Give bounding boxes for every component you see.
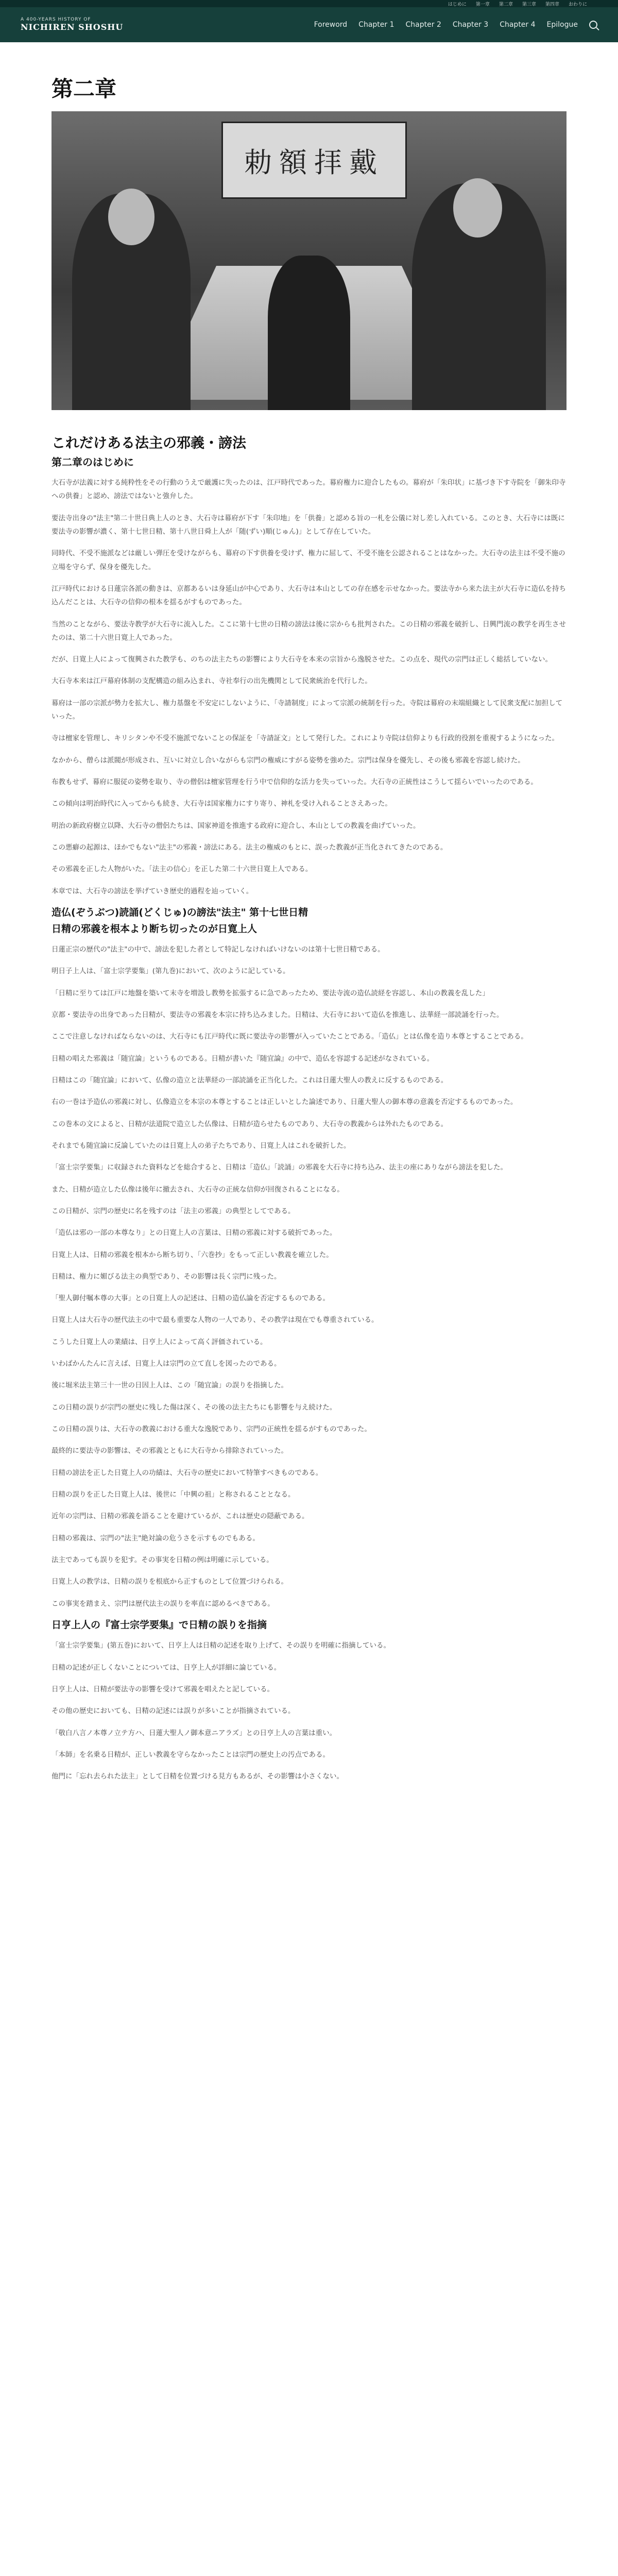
top-link-owarini[interactable]: おわりに — [568, 2, 587, 7]
paragraph: この日精の誤りが宗門の歴史に残した傷は深く、その後の法主たちにも影響を与え続けた。 — [52, 1403, 337, 1412]
paragraph: 「本師」を名乗る日精が、正しい教義を守らなかったことは宗門の歴史上の汚点である。 — [52, 1751, 330, 1759]
paragraph: だが、日寛上人によって復興された教学も、のちの法主たちの影響により大石寺を本来の宗旨から逸脱させた。この点を、現代の宗門は正しく総括していない。 — [52, 655, 552, 664]
paragraph: 日寛上人は大石寺の歴代法主の中で最も重要な人物の一人であり、その教学は現在でも尊重されている。 — [52, 1316, 379, 1325]
paragraph: 「造仏は邪の一部の本尊なり」との日寛上人の言葉は、日精の邪義に対する破折であった。 — [52, 1229, 337, 1238]
paragraph: こうした日寛上人の業績は、日亨上人によって高く評価されている。 — [52, 1337, 267, 1346]
paragraph: 寺は檀家を管理し、キリシタンや不受不施派でないことの保証を「寺請証文」として発行した。これにより寺院は信仰よりも行政的役割を重視するようになった。 — [52, 734, 559, 743]
paragraph: この日精が、宗門の歴史に名を残すのは「法主の邪義」の典型としてである。 — [52, 1207, 295, 1215]
paragraph: 大石寺が法義に対する純粋性をその行動のうえで厳護に失ったのは、江戸時代であった。幕府権力に迎合したもの。幕府が「朱印状」に基づき下す寺院を「御朱印寺への供養」と認め、謗法ではないと強弁した。 — [52, 479, 566, 501]
paragraph: 日寛上人の教学は、日精の誤りを根底から正すものとして位置づけられる。 — [52, 1578, 288, 1586]
nav-chapter-2[interactable]: Chapter 2 — [405, 21, 441, 29]
chapter-title: 第二章 — [52, 76, 117, 101]
paragraph: 布教もせず、幕府に服従の姿勢を取り、寺の僧侶は檀家管理を行う中で信仰的な活力を失っていった。大石寺の正統性はこうして揺らいでいったのである。 — [52, 778, 538, 786]
paragraph: 日寛上人は、日精の邪義を根本から断ち切り、「六巻抄」をもって正しい教義を確立した。 — [52, 1250, 333, 1259]
logo-line-2: NICHIREN SHOSHU — [21, 22, 124, 32]
utility-bar — [0, 0, 618, 7]
paragraph: 本章では、大石寺の謗法を挙げていき歴史的過程を辿っていく。 — [52, 887, 253, 895]
paragraph: 近年の宗門は、日精の邪義を語ることを避けているが、これは歴史の隠蔽である。 — [52, 1512, 309, 1521]
top-link-chapter-3[interactable]: 第三章 — [522, 2, 536, 7]
nav-epilogue[interactable]: Epilogue — [546, 21, 578, 29]
paragraph: 江戸時代における日蓮宗各派の動きは、京都あるいは身延山が中心であり、大石寺は本山としての存在感を示せなかった。要法寺から来た法主が大石寺に造仏を持ち込んだことは、大石寺の信仰の根本を揺るがすものであった。 — [52, 584, 566, 607]
paragraph: 明治の新政府樹立以降、大石寺の僧侶たちは、国家神道を推進する政府に迎合し、本山としての教義を曲げていった。 — [52, 821, 420, 830]
top-link-chapter-1[interactable]: 第一章 — [475, 2, 490, 7]
paragraph: この日精の誤りは、大石寺の教義における重大な逸脱であり、宗門の正統性を揺るがすものであった。 — [52, 1425, 371, 1434]
historical-photo — [52, 111, 566, 410]
section-heading-intro: 第二章のはじめに — [52, 456, 134, 468]
article — [52, 42, 566, 1784]
paragraph: それまでも随宜論に反論していたのは日寛上人の弟子たちであり、日寛上人はこれを破折した。 — [52, 1141, 351, 1150]
paragraph: なかから、僧らは派閥が形成され、互いに対立し合いながらも宗門の権威にすがる姿勢を強めた。宗門は保身を優先し、その後も邪義を容認し続けた。 — [52, 756, 525, 765]
paragraph: 京都・要法寺の出身であった日精が、要法寺の邪義を本宗に持ち込みました。日精は、大石寺において造仏を推進し、法華経一部読誦を行った。 — [52, 1011, 504, 1020]
site-header — [0, 7, 618, 42]
paragraph: 「日精に至りては江戸に地盤を築いて末寺を増設し教勢を拡張するに急であったため、要法寺流の造仏読経を容認し、本山の教義を乱した」 — [52, 989, 489, 997]
photo-banner-calligraphy: 勅額拝戴 — [221, 122, 407, 199]
paragraph: その他の歴史においても、日精の記述には誤りが多いことが指摘されている。 — [52, 1707, 295, 1716]
intro-paragraphs — [52, 476, 566, 898]
photo-face-left — [108, 189, 154, 245]
paragraph: その邪義を正した人物がいた。「法主の信心」を正した第二十六世日寛上人である。 — [52, 865, 313, 874]
photo-figure-center — [268, 256, 350, 410]
photo-face-right — [453, 178, 502, 238]
paragraph: 日精の唱えた邪義は「随宜論」というものである。日精が書いた『随宜論』の中で、造仏を容認する記述がなされている。 — [52, 1054, 434, 1063]
paragraph: 法主であっても誤りを犯す。その事実を日精の例は明確に示している。 — [52, 1555, 273, 1564]
nav-chapter-3[interactable]: Chapter 3 — [452, 21, 489, 29]
logo-line-1: A 400-YEARS HISTORY OF — [21, 17, 91, 23]
paragraph: 日蓮正宗の歴代の"法主"の中で、謗法を犯した者として特記しなければいけないのは第十七世日精である。 — [52, 945, 385, 954]
paragraph: 明日子上人は、「富士宗学要集」(第九巻)において、次のように記している。 — [52, 967, 290, 976]
paragraph: この巻本の文によると、日精が法道院で造立した仏像は、日精が造らせたものであり、大石寺の教義からは外れたものである。 — [52, 1120, 448, 1128]
paragraph: 後に堀米法主第三十一世の日因上人は、この「随宜論」の誤りを指摘した。 — [52, 1381, 288, 1390]
paragraph: 日亨上人は、日精が要法寺の影響を受けて邪義を唱えたと記している。 — [52, 1685, 274, 1694]
top-link-hajimeni[interactable]: はじめに — [448, 2, 467, 7]
paragraph: また、日精が造立した仏像は後年に撤去され、大石寺の正統な信仰が回復されることになる。 — [52, 1185, 344, 1194]
section-1-paragraphs — [52, 943, 566, 1611]
paragraph: 要法寺出身の"法主"第二十世日典上人のとき、大石寺は幕府が下す「朱印地」を「供養」と認める旨の一札を公儀に対し差し入れている。このとき、大石寺には既に要法寺の影響が濃く、第十七世日精、第十八世日舜上人が「随(ずい)順(じゅん)」として存在していた。 — [52, 514, 565, 536]
paragraph: 日精の記述が正しくないことについては、日亨上人が詳細に論じている。 — [52, 1663, 281, 1672]
paragraph: この傾向は明治時代に入ってからも続き、大石寺は国家権力にすり寄り、神札を受け入れることさえあった。 — [52, 800, 392, 808]
paragraph: 日精の謗法を正した日寛上人の功績は、大石寺の歴史において特筆すべきものである。 — [52, 1468, 323, 1477]
paragraph: 日精はこの「随宜論」において、仏像の造立と法華経の一部読誦を正当化した。これは日蓮大聖人の教えに反するものである。 — [52, 1076, 448, 1085]
paragraph: 当然のことながら、要法寺教学が大石寺に流入した。ここに第十七世の日精の謗法は後に宗からも批判された。この日精の邪義を破折し、日興門流の教学を再生させたのは、第二十六世日寛上人であった。 — [52, 620, 566, 642]
section-2-paragraphs — [52, 1639, 566, 1783]
paragraph: 右の一巻は予造仏の邪義に対し、仏像造立を本宗の本尊とすることは正しいとした論述であり、日蓮大聖人の御本尊の意義を否定するものであった。 — [52, 1098, 518, 1107]
paragraph: 日精の誤りを正した日寛上人は、後世に「中興の祖」と称されることとなる。 — [52, 1490, 295, 1499]
site-logo[interactable] — [21, 18, 123, 31]
paragraph: 幕府は一部の宗派が勢力を拡大し、権力基盤を不安定にしないように、「寺請制度」によって宗派の統制を行った。寺院は幕府の末端組織として民衆支配に加担していった。 — [52, 699, 563, 721]
top-link-chapter-2[interactable]: 第二章 — [499, 2, 513, 7]
section-1-title-b: 日精の邪義を根本より断ち切ったのが日寛上人 — [52, 923, 258, 935]
paragraph: この事実を踏まえ、宗門は歴代法主の誤りを率直に認めるべきである。 — [52, 1599, 274, 1608]
paragraph: 最終的に要法寺の影響は、その邪義とともに大石寺から排除されていった。 — [52, 1447, 288, 1455]
paragraph: ここで注意しなければならないのは、大石寺にも江戸時代に既に要法寺の影響が入っていたことである。「造仏」とは仏像を造り本尊とすることである。 — [52, 1032, 528, 1041]
paragraph: 「富士宗学要集」に収録された資料などを総合すると、日精は「造仏」「読誦」の邪義を大石寺に持ち込み、法主の座にありながら謗法を犯した。 — [52, 1163, 508, 1172]
paragraph: 日精の邪義は、宗門の"法主"絶対論の危うさを示すものでもある。 — [52, 1534, 260, 1543]
paragraph: 大石寺本来は江戸幕府体制の支配構造の組み込まれ、寺社奉行の出先機関として民衆統治を代行した。 — [52, 677, 372, 686]
search-icon[interactable] — [589, 21, 597, 29]
paragraph: 「敬白八言ノ本尊ノ立テ方ハ、日蓮大聖人ノ御本意ニアラズ」との日亨上人の言葉は重い。 — [52, 1728, 337, 1737]
paragraph: いわばかんたんに言えば、日寛上人は宗門の立て直しを図ったのである。 — [52, 1360, 281, 1368]
nav-chapter-1[interactable]: Chapter 1 — [358, 21, 394, 29]
section-1-title-a: 造仏(ぞうぶつ)読誦(どくじゅ)の謗法"法主" 第十七世日精 — [52, 906, 308, 918]
nav-chapter-4[interactable]: Chapter 4 — [500, 21, 536, 29]
section-heading-main: これだけある法主の邪義・謗法 — [52, 435, 246, 451]
paragraph: この悪癖の起源は、ほかでもない"法主"の邪義・謗法にある。法主の権威のもとに、誤った教義が正当化されてきたのである。 — [52, 843, 448, 852]
paragraph: 「富士宗学要集」(第五巻)において、日亨上人は日精の記述を取り上げて、その誤りを明確に指摘している。 — [52, 1641, 390, 1650]
paragraph: 日精は、権力に媚びる法主の典型であり、その影響は長く宗門に残った。 — [52, 1272, 281, 1281]
paragraph: 他門に「忘れ去られた法主」として日精を位置づける見方もあるが、その影響は小さくない。 — [52, 1772, 344, 1781]
section-2-title: 日亨上人の『富士宗学要集』で日精の誤りを指摘 — [52, 1619, 267, 1631]
paragraph: 同時代、不受不施派などは厳しい弾圧を受けながらも、幕府の下す供養を受けず、権力に屈して、不受不施を公認されることはなかった。大石寺の法主は不受不施の立場を守らず、保身を優先した。 — [52, 549, 565, 571]
main-nav — [314, 21, 597, 29]
top-link-chapter-4[interactable]: 第四章 — [545, 2, 559, 7]
paragraph: 「聖人御付嘱本尊の大事」との日寛上人の記述は、日精の造仏論を否定するものである。 — [52, 1294, 330, 1303]
nav-foreword[interactable]: Foreword — [314, 21, 348, 29]
